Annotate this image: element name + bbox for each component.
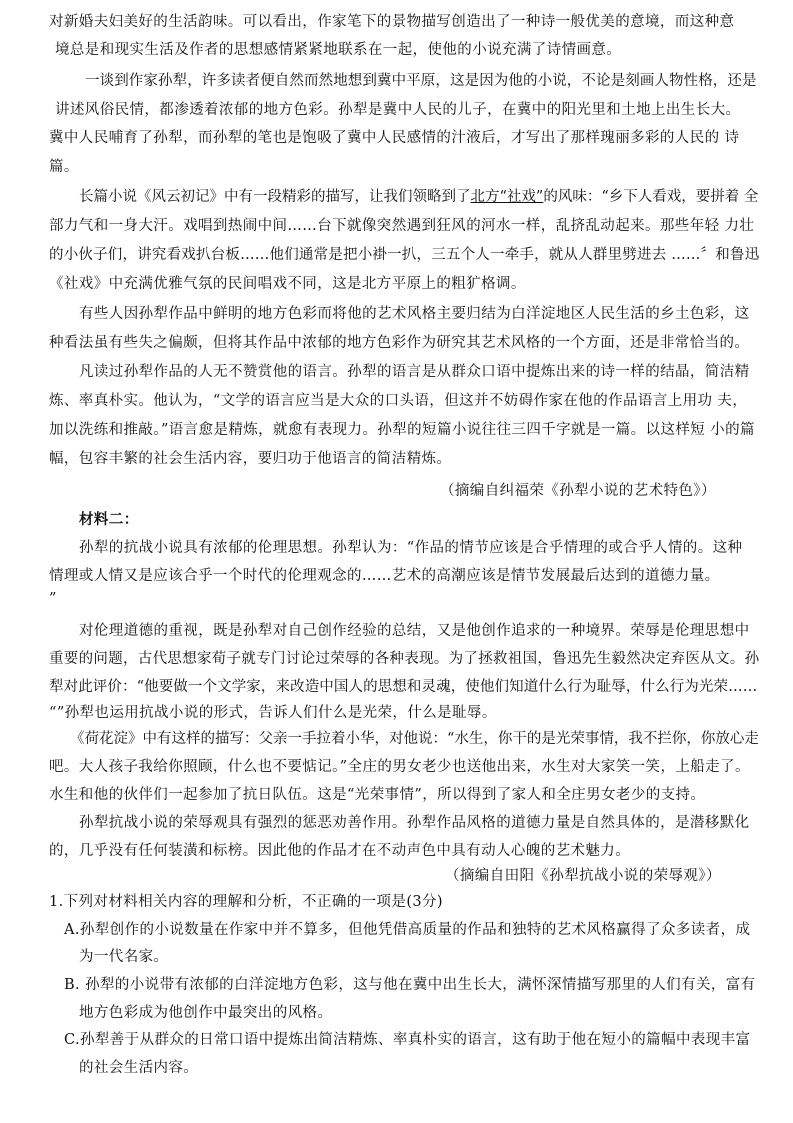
text-line: 吧。大人孩子我给你照顾，什么也不要惦记。”全庄的男女老少也送他出来，水生对大家笑一笑，上船走了。 bbox=[49, 759, 750, 775]
text-line: 讲述风俗民情，都渗透着浓郁的地方色彩。孙犁是冀中人民的儿子，在冀中的阳光里和土地上出生长大。 bbox=[55, 102, 741, 118]
text-line: 情理或人情又是应该合乎一个时代的伦理观念的……艺术的高潮应该是情节发展最后达到的道德力量。 bbox=[49, 568, 720, 584]
text-line: 幅，包容丰繁的社会生活内容，要归功于他语言的简洁精炼。 bbox=[49, 451, 452, 467]
text-line: 的小伙子们，讲究看戏扒台板……他们通常是把小褂一扒，三五个人一牵手，就从人群里劈进去 ……〞和鲁迅 bbox=[49, 247, 760, 263]
source-citation: （摘编自田阳《孙犁抗战小说的荣辱观》） bbox=[445, 868, 721, 884]
text-segment: 长篇小说《风云初记》中有一段精彩的描写，让我们领略到了 bbox=[79, 189, 471, 205]
text-line: 一谈到作家孙犁，许多读者便自然而然地想到冀中平原，这是因为他的小说，不论是刻画人物性格，还是 bbox=[85, 73, 757, 89]
option-c-cont: 的社会生活内容。 bbox=[79, 1060, 199, 1076]
option-b-cont: 地方色彩成为他创作中最突出的风格。 bbox=[79, 1005, 333, 1021]
text-line: 篇。 bbox=[49, 159, 79, 175]
text-line: 水生和他的伙伴们一起参加了抗日队伍。这是“光荣事情”，所以得到了家人和全庄男女老少的支持。 bbox=[49, 787, 706, 803]
text-line: 《荷花淀》中有这样的描写：父亲一手拉着小华，对他说：“水生，你干的是光荣事情，我不拦你，你放心走 bbox=[70, 731, 759, 747]
section-heading: 材料二： bbox=[79, 511, 139, 528]
option-c: C.孙犁善于从群众的日常口语中提炼出简洁精炼、率真朴实的语言，这有助于他在短小的篇幅中表现丰富 bbox=[64, 1032, 751, 1048]
text-line: 孙犁抗战小说的荣辱观具有强烈的惩恶劝善作用。孙犁作品风格的道德力量是自然具体的，是潜移默化 bbox=[79, 815, 750, 831]
text-line bbox=[79, 187, 758, 207]
option-b: B. 孙犁的小说带有浓郁的白洋淀地方色彩，这与他在冀中出生长大，满怀深情描写那里的人们有关，富有 bbox=[64, 977, 756, 993]
text-line: 重要的问题，古代思想家荀子就专门讨论过荣辱的各种表现。为了拯救祖国，鲁迅先生毅然决定弃医从文。孙 bbox=[49, 651, 760, 667]
text-line: 有些人因孙犁作品中鲜明的地方色彩而将他的艺术风格主要归结为白洋淀地区人民生活的乡土色彩，这 bbox=[79, 306, 750, 322]
text-line: 种看法虽有些失之偏颇，但将其作品中浓郁的地方色彩作为研究其艺术风格的一个方面，还是非常恰当的。 bbox=[49, 335, 750, 351]
underlined-phrase: 北方“社戏” bbox=[470, 189, 544, 205]
source-citation: （摘编自纠福荣《孙犁小说的艺术特色》） bbox=[440, 483, 716, 499]
text-line: “”孙犁也运用抗战小说的形式，告诉人们什么是光荣，什么是耻辱。 bbox=[49, 705, 497, 721]
text-line: ” bbox=[49, 591, 57, 607]
text-line: 部力气和一身大汗。戏唱到热闹中间……台下就像突然遇到狂风的河水一样，乱挤乱动起来。那些年轻 力壮 bbox=[49, 218, 755, 234]
text-line: 对伦理道德的重视，既是孙犁对自己创作经验的总结，又是他创作追求的一种境界。荣辱是伦理思想中 bbox=[79, 623, 750, 639]
text-line: 孙犁的抗战小说具有浓郁的伦理思想。孙犁认为：“作品的情节应该是合乎情理的或合乎人情的。这种 bbox=[79, 540, 743, 556]
text-line: 冀中人民哺育了孙犁，而孙犁的笔也是饱吸了冀中人民感情的汁液后，才写出了那样瑰丽多彩的人民的 诗 bbox=[49, 130, 740, 146]
text-line: 的，几乎没有任何装潢和标榜。因此他的作品才在不动声色中具有动人心魄的艺术魅力。 bbox=[49, 843, 631, 859]
question-stem: 1.下列对材料相关内容的理解和分析，不正确的一项是(3分) bbox=[49, 894, 443, 910]
text-line: 《社戏》中充满优雅气氛的民间唱戏不同，这是北方平原上的粗犷格调。 bbox=[49, 276, 526, 292]
text-line: 境总是和现实生活及作者的思想感情紧紧地联系在一起，使他的小说充满了诗情画意。 bbox=[55, 42, 622, 58]
option-a-cont: 为一代名家。 bbox=[79, 949, 169, 965]
option-a: A.孙犁创作的小说数量在作家中并不算多，但他凭借高质量的作品和独特的艺术风格赢得了众多读者，成 bbox=[64, 922, 751, 938]
text-line: 加以洗练和推敲。”语言愈是精炼，就愈有表现力。孙犁的短篇小说往往三四千字就是一篇。以这样短 小的篇 bbox=[49, 422, 755, 438]
text-segment: 的风味：“乡下人看戏，要拼着 全 bbox=[543, 189, 759, 205]
text-line: 犁对此评价：“他要做一个文学家，来改造中国人的思想和灵魂，使他们知道什么行为耻辱，什么行为光荣…… bbox=[49, 679, 758, 695]
text-line: 凡读过孙犁作品的人无不赞赏他的语言。孙犁的语言是从群众口语中提炼出来的诗一样的结晶，简洁精 bbox=[79, 364, 750, 380]
text-line: 炼、率真朴实。他认为，“文学的语言应当是大众的口头语，但这并不妨碍作家在他的作品语言上用功 夫， bbox=[49, 393, 748, 409]
text-line: 对新婚夫妇美好的生活韵味。可以看出，作家笔下的景物描写创造出了一种诗一般优美的意境，而这种意 bbox=[49, 14, 735, 30]
